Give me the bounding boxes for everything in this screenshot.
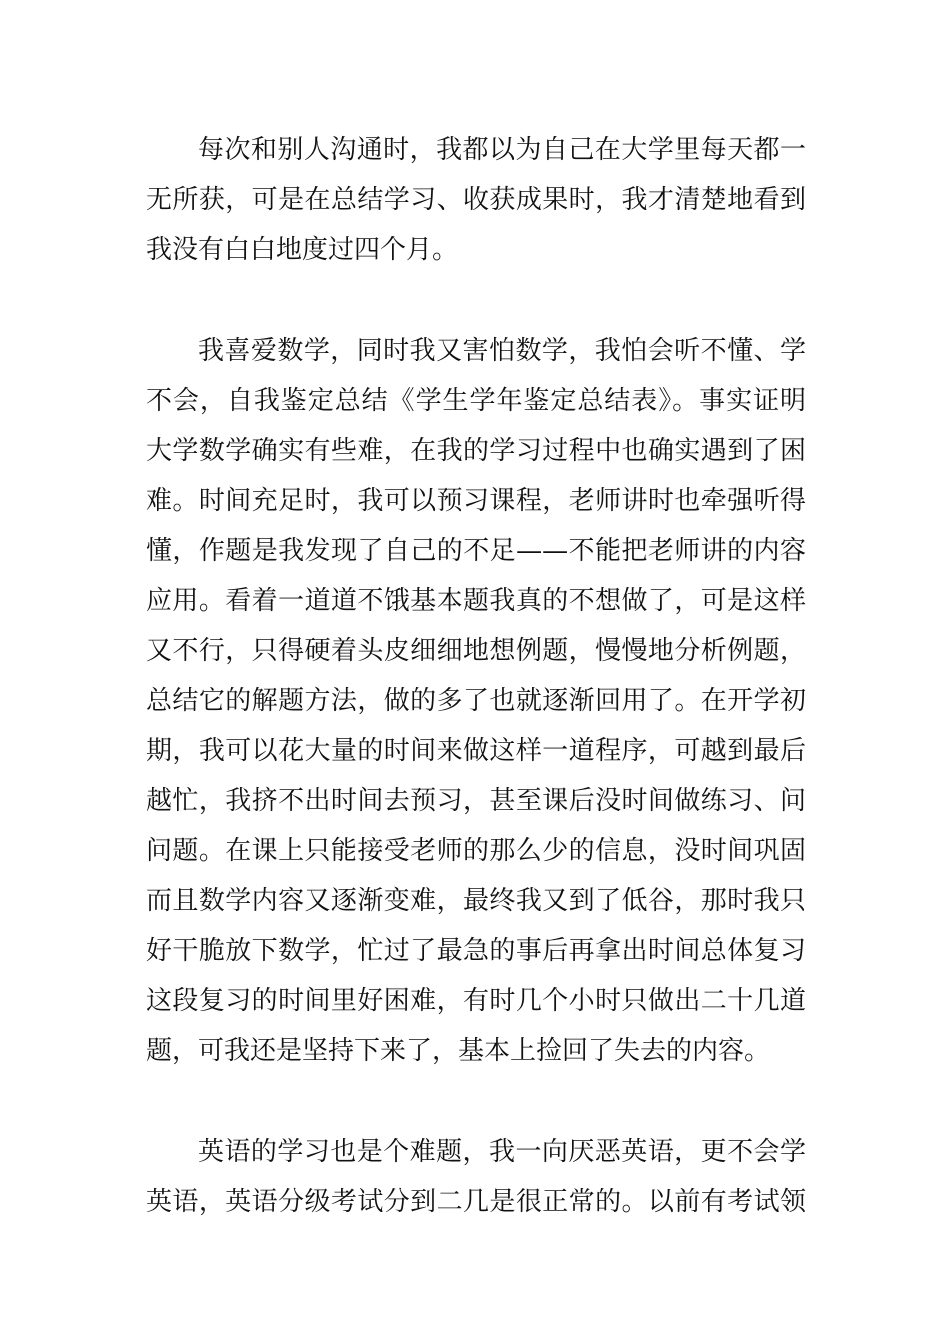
paragraph-1-line-1: 每次和别人沟通时，我都以为自己在大学里每天都一	[198, 135, 806, 165]
paragraph-2-line-8: 总结它的解题方法，做的多了也就逐渐回用了。在开学初	[146, 686, 806, 716]
paragraph-2-line-13: 好干脆放下数学，忙过了最急的事后再拿出时间总体复习	[146, 936, 806, 966]
paragraph-2-line-7: 又不行，只得硬着头皮细细地想例题，慢慢地分析例题，	[146, 636, 806, 666]
paragraph-2-line-6: 应用。看着一道道不饿基本题我真的不想做了，可是这样	[146, 586, 806, 616]
paragraph-2-line-15: 题，可我还是坚持下来了，基本上捡回了失去的内容。	[146, 1036, 771, 1066]
paragraph-1-line-3: 我没有白白地度过四个月。	[146, 235, 459, 265]
paragraph-2-line-9: 期，我可以花大量的时间来做这样一道程序，可越到最后	[146, 736, 806, 766]
paragraph-2-line-5: 懂，作题是我发现了自己的不足——不能把老师讲的内容	[146, 536, 806, 566]
paragraph-3-line-2: 英语，英语分级考试分到二几是很正常的。以前有考试领	[146, 1187, 806, 1217]
paragraph-3-line-1: 英语的学习也是个难题，我一向厌恶英语，更不会学	[198, 1137, 806, 1167]
paragraph-2-line-3: 大学数学确实有些难，在我的学习过程中也确实遇到了困	[146, 436, 806, 466]
paragraph-2-line-12: 而且数学内容又逐渐变难，最终我又到了低谷，那时我只	[146, 886, 806, 916]
paragraph-2-line-4: 难。时间充足时，我可以预习课程，老师讲时也牵强听得	[146, 486, 806, 516]
paragraph-2-line-11: 问题。在课上只能接受老师的那么少的信息，没时间巩固	[146, 836, 806, 866]
paragraph-2-line-14: 这段复习的时间里好困难，有时几个小时只做出二十几道	[146, 986, 806, 1016]
paragraph-1-line-2: 无所获，可是在总结学习、收获成果时，我才清楚地看到	[146, 185, 806, 215]
paragraph-2-line-10: 越忙，我挤不出时间去预习，甚至课后没时间做练习、问	[146, 786, 806, 816]
paragraph-2-line-2: 不会，自我鉴定总结《学生学年鉴定总结表》。事实证明	[146, 386, 806, 416]
paragraph-2-line-1: 我喜爱数学，同时我又害怕数学，我怕会听不懂、学	[198, 336, 806, 366]
